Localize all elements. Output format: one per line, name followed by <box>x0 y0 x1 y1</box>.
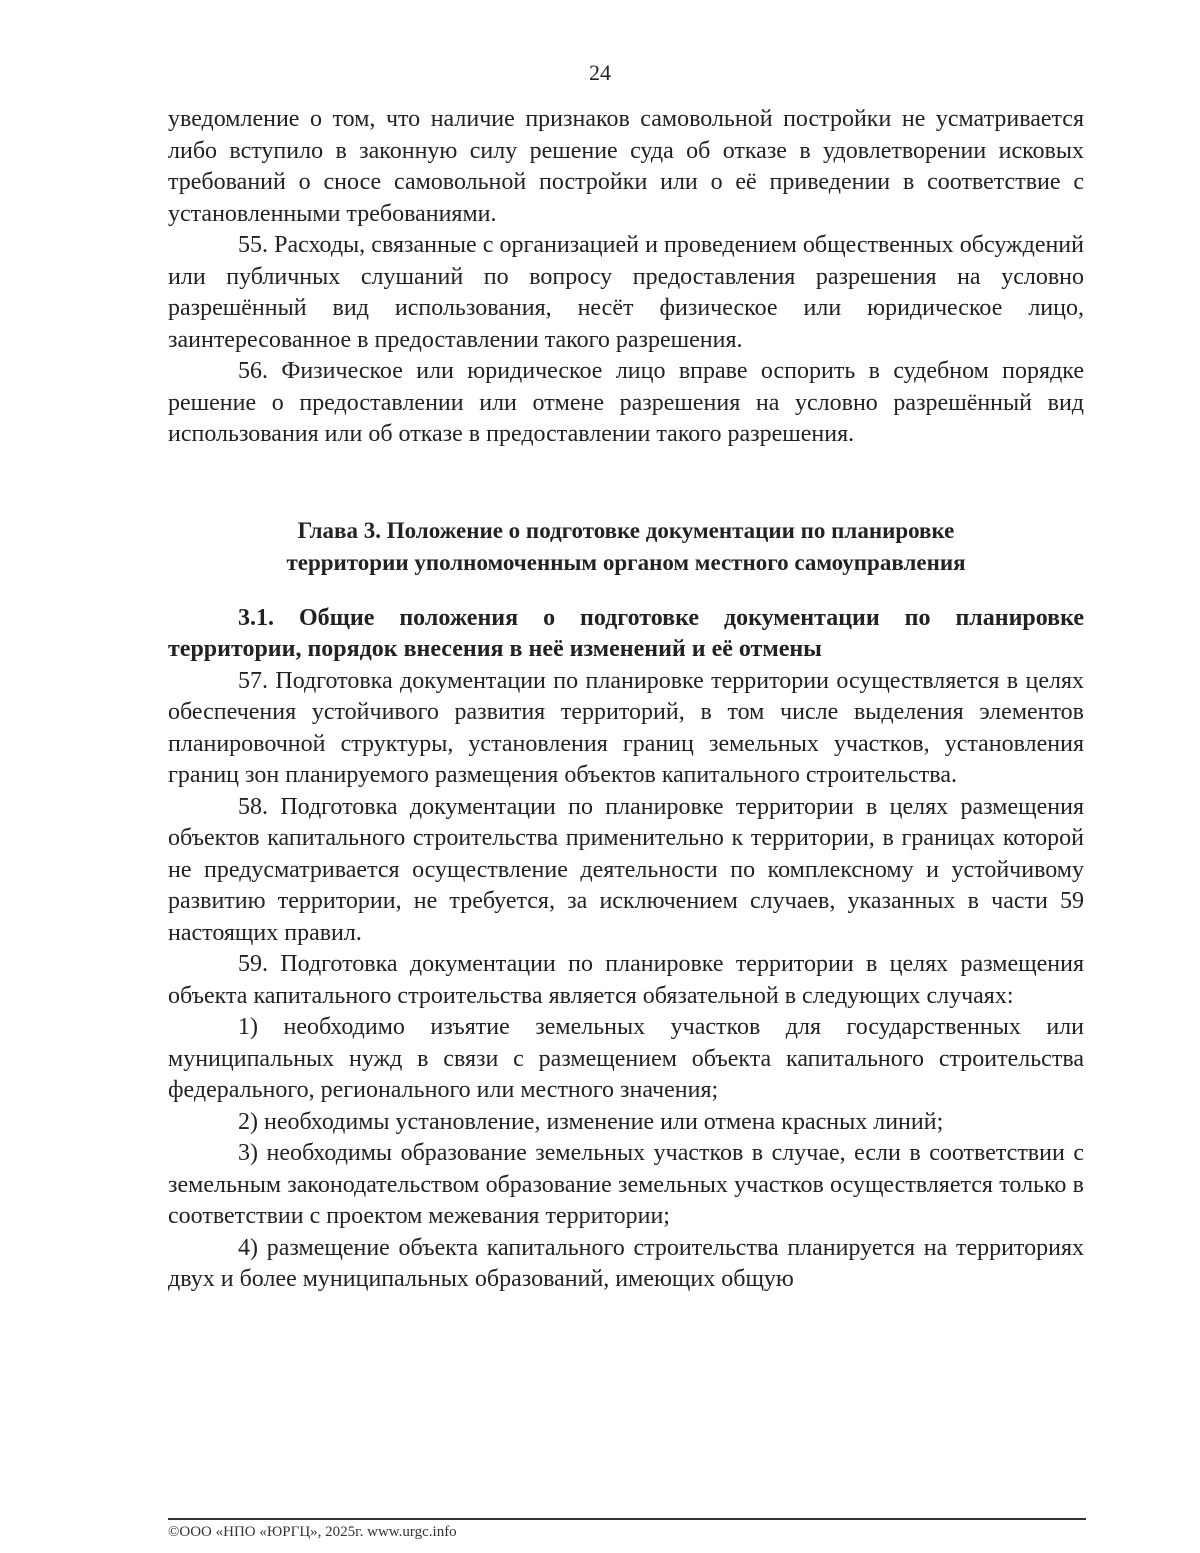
page-content <box>168 104 1084 1296</box>
chapter-title <box>168 515 1084 579</box>
list-item-2: 2) необходимы установление, изменение или отмена красных линий; <box>238 1108 944 1135</box>
paragraph: уведомление о том, что наличие признаков самовольной постройки не усматривается либо вступило в законную силу решение суда об отказе в удовлетворении исковых требований о сносе самовольной постройки или о её приведении в соответствие с установленными требованиями. <box>168 106 1084 227</box>
footer-divider <box>168 1518 1086 1520</box>
paragraph-58: 58. Подготовка документации по планировке территории в целях размещения объектов капитального строительства применительно к территории, в границах которой не предусматривается осуществление деятельности по комплексному и устойчивому развитию территории, не требуется, за исключением случаев, указанных в части 59 настоящих правил. <box>168 793 1084 946</box>
paragraph-55: 55. Расходы, связанные с организацией и проведением общественных обсуждений или публичных слушаний по вопросу предоставления разрешения на условно разрешённый вид использования, несёт физическое или юридическое лицо, заинтересованное в предоставлении такого разрешения. <box>168 232 1084 353</box>
paragraph-59: 59. Подготовка документации по планировке территории в целях размещения объекта капитального строительства является обязательной в следующих случаях: <box>168 951 1084 1009</box>
list-item-4: 4) размещение объекта капитального строительства планируется на территориях двух и более муниципальных образований, имеющих общую <box>168 1234 1084 1292</box>
list-item-3: 3) необходимы образование земельных участков в случае, если в соответствии с земельным законодательством образование земельных участков осуществляется только в соответствии с проектом межевания территории; <box>168 1140 1084 1229</box>
footer-copyright: ©ООО «НПО «ЮРГЦ», 2025г. www.urgc.info <box>168 1524 457 1540</box>
chapter-title-line-2: территории уполномоченным органом местного самоуправления <box>286 549 966 575</box>
page-number: 24 <box>589 60 611 85</box>
paragraph-57: 57. Подготовка документации по планировке территории осуществляется в целях обеспечения устойчивого развития территорий, в том числе выделения элементов планировочной структуры, установления границ земельных участков, установления границ зон планируемого размещения объектов капитального строительства. <box>168 667 1084 788</box>
section-title: 3.1. Общие положения о подготовке документации по планировке территории, порядок внесения в неё изменений и её отмены <box>168 604 1084 662</box>
list-item-1: 1) необходимо изъятие земельных участков для государственных или муниципальных нужд в связи с размещением объекта капитального строительства федерального, регионального или местного значения; <box>168 1014 1084 1103</box>
chapter-title-line-1: Глава 3. Положение о подготовке документации по планировке <box>297 517 955 543</box>
paragraph-56: 56. Физическое или юридическое лицо вправе оспорить в судебном порядке решение о предоставлении или отмене разрешения на условно разрешённый вид использования или об отказе в предоставлении такого разрешения. <box>168 358 1084 447</box>
